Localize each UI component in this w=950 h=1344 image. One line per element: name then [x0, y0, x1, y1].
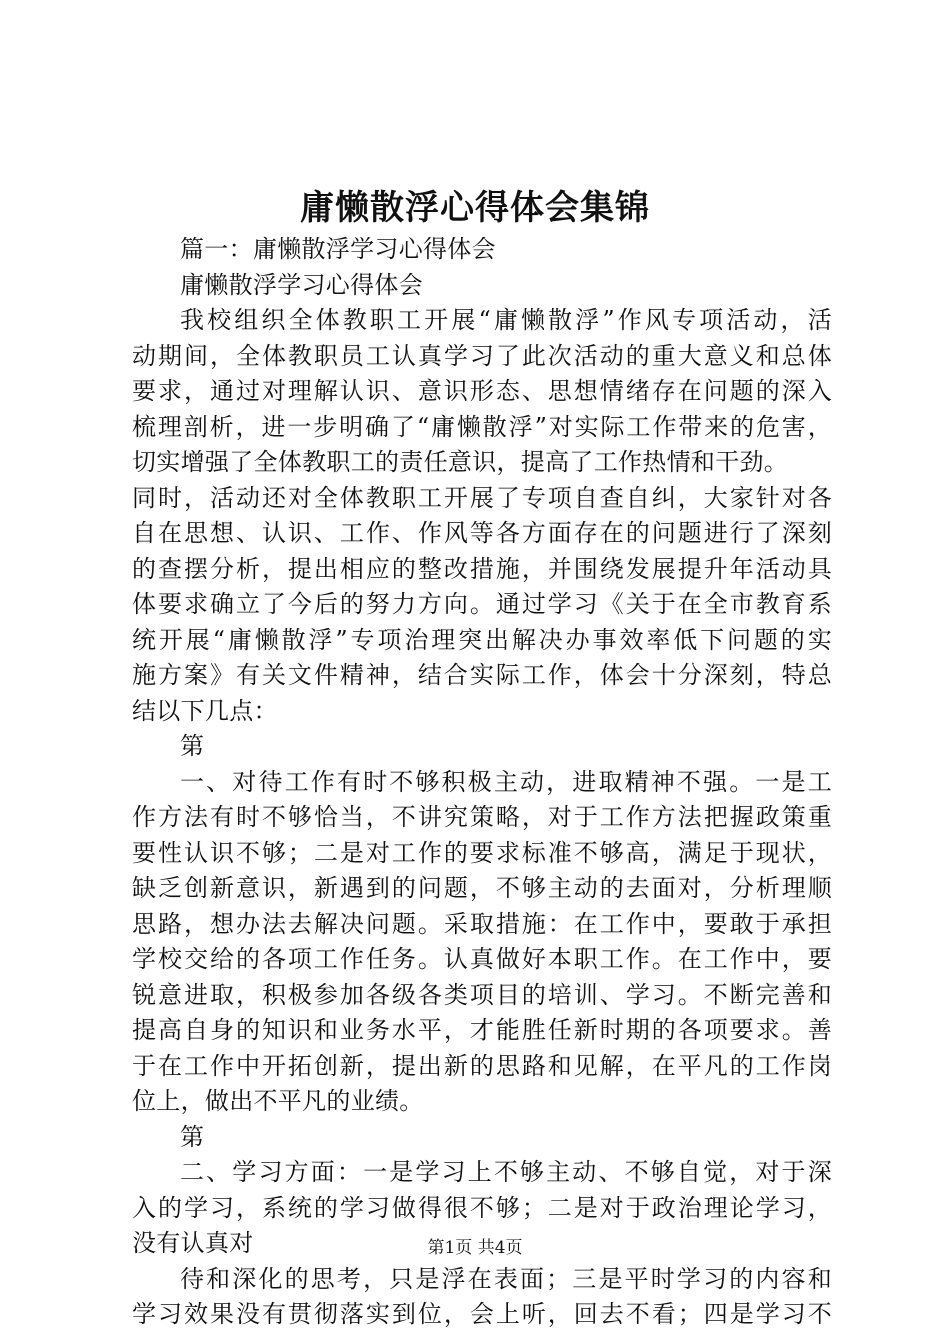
text-line: 切实增强了全体教职工的责任意识，提高了工作热情和干劲。 — [132, 448, 789, 476]
text-line: 锐意进取，积极参加各级各类项目的培训、学习。不断完善和 — [132, 980, 832, 1009]
text-line: 要求，通过对理解认识、意识形态、思想情绪存在问题的深入 — [132, 377, 832, 405]
text-line: 要性认识不够；二是对工作的要求标准不够高，满足于现状， — [132, 838, 832, 867]
text-line: 没有认真对 — [132, 1229, 254, 1257]
text-line: 学习效果没有贯彻落实到位，会上听，回去不看；四是学习不 — [132, 1300, 832, 1328]
text-line: 待和深化的思考，只是浮在表面；三是平时学习的内容和 — [180, 1264, 832, 1293]
text-line: 施方案》有关文件精神，结合实际工作，体会十分深刻，特总 — [132, 661, 832, 689]
text-line: 缺乏创新意识，新遇到的问题，不够主动的去面对，分析理顺 — [132, 874, 832, 902]
text-line: 入的学习，系统的学习做得很不够；二是对于政治理论学习， — [132, 1193, 832, 1222]
text-line: 提高自身的知识和业务水平，才能胜任新时期的各项要求。善 — [132, 1016, 832, 1044]
text-line: 第 — [180, 732, 205, 760]
text-line: 一、对待工作有时不够积极主动，进取精神不强。一是工 — [180, 767, 832, 796]
text-line: 结以下几点： — [132, 696, 278, 725]
text-line: 二、学习方面：一是学习上不够主动、不够自觉，对于深 — [180, 1158, 832, 1186]
text-line: 自在思想、认识、工作、作风等各方面存在的问题进行了深刻 — [132, 519, 832, 547]
text-line: 的查摆分析，提出相应的整改措施，并围绕发展提升年活动具 — [132, 554, 832, 583]
text-line: 位上，做出不平凡的业绩。 — [132, 1087, 424, 1115]
text-line: 同时，活动还对全体教职工开展了专项自查自纠，大家针对各 — [132, 483, 832, 512]
text-line: 思路，想办法去解决问题。采取措施：在工作中，要敢于承担 — [132, 909, 832, 938]
text-line: 统开展“庸懒散浮”专项治理突出解决办事效率低下问题的实 — [132, 625, 832, 654]
text-line: 动期间，全体教职员工认真学习了此次活动的重大意义和总体 — [132, 341, 832, 370]
text-line: 学校交给的各项工作任务。认真做好本职工作。在工作中，要 — [132, 945, 832, 973]
document-title: 庸懒散浮心得体会集锦 — [300, 188, 650, 228]
text-line: 我校组织全体教职工开展“庸懒散浮”作风专项活动，活 — [180, 306, 832, 334]
text-line: 梳理剖析，进一步明确了“庸懒散浮”对实际工作带来的危害， — [132, 412, 832, 441]
page-footer: 第1页 共4页 — [427, 1238, 523, 1258]
text-line: 体要求确立了今后的努力方向。通过学习《关于在全市教育系 — [132, 590, 832, 618]
text-line: 庸懒散浮学习心得体会 — [180, 270, 423, 299]
document-body — [132, 232, 832, 1333]
text-line: 篇一：庸懒散浮学习心得体会 — [180, 235, 496, 263]
text-line: 第 — [180, 1122, 205, 1151]
text-line: 于在工作中开拓创新，提出新的思路和见解，在平凡的工作岗 — [132, 1051, 832, 1080]
text-line: 作方法有时不够恰当，不讲究策略，对于工作方法把握政策重 — [132, 803, 832, 831]
